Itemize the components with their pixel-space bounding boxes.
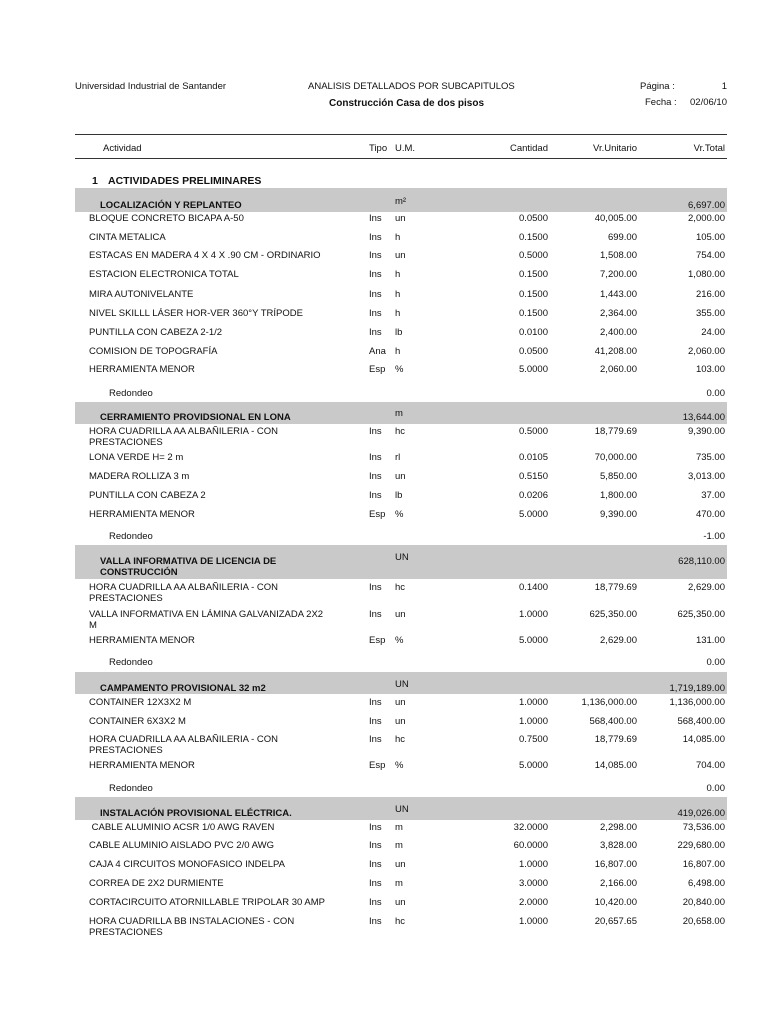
item-tipo: Ins	[369, 897, 382, 908]
item-tipo: Esp	[369, 364, 386, 375]
subchapter-um: UN	[395, 804, 409, 815]
redondeo-value: 0.00	[706, 783, 725, 794]
chapter-title: ACTIVIDADES PRELIMINARES	[108, 175, 262, 187]
item-cantidad: 0.1500	[518, 308, 548, 319]
item-total: 735.00	[695, 452, 725, 463]
item-total: 105.00	[695, 232, 725, 243]
report-title: ANALISIS DETALLADOS POR SUBCAPITULOS	[308, 81, 515, 92]
item-description: ESTACAS EN MADERA 4 X 4 X .90 CM - ORDINARIO	[89, 250, 321, 261]
subchapter-um: m	[395, 408, 403, 419]
item-unitario: 2,060.00	[600, 364, 637, 375]
item-description: HERRAMIENTA MENOR	[89, 364, 195, 375]
item-tipo: Ins	[369, 213, 382, 224]
item-unitario: 18,779.69	[594, 582, 637, 593]
item-total: 1,080.00	[688, 269, 725, 280]
item-um: %	[395, 509, 404, 520]
item-cantidad: 1.0000	[518, 859, 548, 870]
subchapter-title: INSTALACIÓN PROVISIONAL ELÉCTRICA.	[100, 808, 292, 819]
item-um: h	[395, 289, 401, 300]
item-total: 73,536.00	[682, 822, 725, 833]
item-um: h	[395, 269, 401, 280]
item-um: h	[395, 346, 401, 357]
item-total: 37.00	[701, 490, 725, 501]
date-label: Fecha :	[645, 97, 677, 108]
item-tipo: Ana	[369, 346, 386, 357]
col-vr-total: Vr.Total	[693, 143, 725, 154]
item-description: VALLA INFORMATIVA EN LÁMINA GALVANIZADA 2X2 M	[89, 609, 324, 631]
item-unitario: 14,085.00	[594, 760, 637, 771]
item-total: 470.00	[695, 509, 725, 520]
item-total: 2,000.00	[688, 213, 725, 224]
item-cantidad: 0.1500	[518, 269, 548, 280]
item-um: lb	[395, 490, 403, 501]
item-tipo: Ins	[369, 822, 382, 833]
item-cantidad: 0.0206	[518, 490, 548, 501]
item-um: m	[395, 840, 403, 851]
item-tipo: Ins	[369, 734, 382, 745]
item-um: m	[395, 878, 403, 889]
item-total: 3,013.00	[688, 471, 725, 482]
item-um: lb	[395, 327, 403, 338]
item-um: un	[395, 897, 406, 908]
item-total: 14,085.00	[682, 734, 725, 745]
item-tipo: Ins	[369, 289, 382, 300]
item-description: HERRAMIENTA MENOR	[89, 635, 195, 646]
col-actividad: Actividad	[103, 143, 142, 154]
item-cantidad: 1.0000	[518, 916, 548, 927]
item-tipo: Ins	[369, 697, 382, 708]
item-cantidad: 0.5000	[518, 426, 548, 437]
page-number: 1	[721, 81, 727, 92]
item-unitario: 2,629.00	[600, 635, 637, 646]
item-tipo: Ins	[369, 308, 382, 319]
item-description: HORA CUADRILLA AA ALBAÑILERIA - CON PRESTACIONES	[89, 582, 279, 604]
item-um: un	[395, 697, 406, 708]
item-total: 24.00	[701, 327, 725, 338]
item-cantidad: 60.0000	[513, 840, 548, 851]
item-um: hc	[395, 582, 406, 593]
item-total: 16,807.00	[682, 859, 725, 870]
item-cantidad: 0.1500	[518, 232, 548, 243]
item-unitario: 2,400.00	[600, 327, 637, 338]
item-total: 704.00	[695, 760, 725, 771]
item-unitario: 699.00	[607, 232, 637, 243]
item-description: CINTA METALICA	[89, 232, 166, 243]
item-description: COMISION DE TOPOGRAFÍA	[89, 346, 218, 357]
subchapter-title: CAMPAMENTO PROVISIONAL 32 m2	[100, 683, 266, 694]
item-total: 131.00	[695, 635, 725, 646]
item-description: MIRA AUTONIVELANTE	[89, 289, 194, 300]
item-unitario: 18,779.69	[594, 734, 637, 745]
item-total: 754.00	[695, 250, 725, 261]
item-description: LONA VERDE H= 2 m	[89, 452, 184, 463]
item-unitario: 1,800.00	[600, 490, 637, 501]
subchapter-um: UN	[395, 679, 409, 690]
item-cantidad: 0.1500	[518, 289, 548, 300]
item-cantidad: 32.0000	[513, 822, 548, 833]
item-cantidad: 1.0000	[518, 697, 548, 708]
item-total: 103.00	[695, 364, 725, 375]
item-unitario: 41,208.00	[594, 346, 637, 357]
item-um: un	[395, 213, 406, 224]
redondeo-value: 0.00	[706, 657, 725, 668]
item-total: 2,060.00	[688, 346, 725, 357]
item-tipo: Ins	[369, 471, 382, 482]
item-um: hc	[395, 734, 406, 745]
col-vr-unitario: Vr.Unitario	[593, 143, 637, 154]
item-description: HORA CUADRILLA AA ALBAÑILERIA - CON PRESTACIONES	[89, 734, 279, 756]
item-tipo: Ins	[369, 426, 382, 437]
item-description: HORA CUADRILLA BB INSTALACIONES - CON PRESTACIONES	[89, 916, 295, 938]
redondeo-label: Redondeo	[109, 657, 153, 668]
item-description: CONTAINER 12X3X2 M	[89, 697, 192, 708]
subchapter-title: CERRAMIENTO PROVIDSIONAL EN LONA	[100, 412, 291, 423]
item-um: un	[395, 716, 406, 727]
item-tipo: Ins	[369, 716, 382, 727]
item-description: CORTACIRCUITO ATORNILLABLE TRIPOLAR 30 AMP	[89, 897, 325, 908]
item-um: hc	[395, 426, 406, 437]
item-cantidad: 0.7500	[518, 734, 548, 745]
item-description: PUNTILLA CON CABEZA 2	[89, 490, 206, 501]
item-cantidad: 0.0500	[518, 346, 548, 357]
item-total: 9,390.00	[688, 426, 725, 437]
item-tipo: Ins	[369, 327, 382, 338]
project-title: Construcción Casa de dos pisos	[329, 98, 485, 109]
item-description: HORA CUADRILLA AA ALBAÑILERIA - CON PRESTACIONES	[89, 426, 279, 448]
redondeo-value: 0.00	[706, 388, 725, 399]
item-tipo: Ins	[369, 840, 382, 851]
item-tipo: Ins	[369, 269, 382, 280]
item-unitario: 10,420.00	[594, 897, 637, 908]
item-um: un	[395, 250, 406, 261]
item-unitario: 1,136,000.00	[581, 697, 637, 708]
header-bottom-rule	[75, 158, 727, 159]
item-description: CABLE ALUMINIO ACSR 1/0 AWG RAVEN	[89, 822, 275, 833]
redondeo-value: -1.00	[703, 531, 725, 542]
col-um: U.M.	[395, 143, 416, 154]
item-total: 625,350.00	[677, 609, 725, 620]
item-description: CORREA DE 2X2 DURMIENTE	[89, 878, 224, 889]
item-description: BLOQUE CONCRETO BICAPA A-50	[89, 213, 244, 224]
subchapter-um: UN	[395, 552, 409, 563]
item-unitario: 1,443.00	[600, 289, 637, 300]
item-um: %	[395, 635, 404, 646]
item-cantidad: 0.0500	[518, 213, 548, 224]
item-unitario: 9,390.00	[600, 509, 637, 520]
item-cantidad: 2.0000	[518, 897, 548, 908]
item-cantidad: 0.0100	[518, 327, 548, 338]
redondeo-label: Redondeo	[109, 388, 153, 399]
col-cantidad: Cantidad	[509, 143, 548, 154]
chapter-number: 1	[92, 175, 98, 187]
col-tipo: Tipo	[369, 143, 388, 154]
item-unitario: 1,508.00	[600, 250, 637, 261]
item-unitario: 20,657.65	[594, 916, 637, 927]
item-description: HERRAMIENTA MENOR	[89, 760, 195, 771]
item-tipo: Ins	[369, 609, 382, 620]
item-description: ESTACION ELECTRONICA TOTAL	[89, 269, 239, 280]
item-description: CABLE ALUMINIO AISLADO PVC 2/0 AWG	[89, 840, 274, 851]
item-unitario: 2,298.00	[600, 822, 637, 833]
item-description: CONTAINER 6X3X2 M	[89, 716, 186, 727]
item-unitario: 16,807.00	[594, 859, 637, 870]
item-unitario: 3,828.00	[600, 840, 637, 851]
item-description: NIVEL SKILLL LÁSER HOR-VER 360°Y TRÍPODE	[89, 308, 303, 319]
redondeo-label: Redondeo	[109, 783, 153, 794]
header-top-rule	[75, 134, 727, 135]
subchapter-total: 1,719,189.00	[669, 683, 725, 694]
item-description: CAJA 4 CIRCUITOS MONOFASICO INDELPA	[89, 859, 286, 870]
item-unitario: 40,005.00	[594, 213, 637, 224]
subchapter-um: m²	[395, 196, 407, 207]
item-cantidad: 5.0000	[518, 760, 548, 771]
item-tipo: Ins	[369, 452, 382, 463]
item-cantidad: 5.0000	[518, 635, 548, 646]
item-tipo: Ins	[369, 250, 382, 261]
item-tipo: Ins	[369, 490, 382, 501]
item-total: 20,658.00	[682, 916, 725, 927]
item-um: un	[395, 859, 406, 870]
item-um: m	[395, 822, 403, 833]
item-cantidad: 5.0000	[518, 364, 548, 375]
item-um: hc	[395, 916, 406, 927]
item-total: 568,400.00	[677, 716, 725, 727]
redondeo-label: Redondeo	[109, 531, 153, 542]
item-um: h	[395, 308, 401, 319]
item-description: HERRAMIENTA MENOR	[89, 509, 195, 520]
item-tipo: Ins	[369, 916, 382, 927]
item-total: 20,840.00	[682, 897, 725, 908]
item-total: 216.00	[695, 289, 725, 300]
item-um: h	[395, 232, 401, 243]
item-um: un	[395, 609, 406, 620]
item-cantidad: 5.0000	[518, 509, 548, 520]
subchapter-total: 6,697.00	[688, 200, 725, 211]
page-label: Página :	[640, 81, 675, 92]
item-tipo: Ins	[369, 582, 382, 593]
item-unitario: 70,000.00	[594, 452, 637, 463]
item-um: un	[395, 471, 406, 482]
item-cantidad: 1.0000	[518, 716, 548, 727]
item-tipo: Ins	[369, 859, 382, 870]
item-unitario: 2,166.00	[600, 878, 637, 889]
item-unitario: 5,850.00	[600, 471, 637, 482]
date-value: 02/06/10	[690, 97, 727, 108]
item-total: 229,680.00	[677, 840, 725, 851]
subchapter-total: 419,026.00	[677, 808, 725, 819]
item-total: 2,629.00	[688, 582, 725, 593]
item-unitario: 7,200.00	[600, 269, 637, 280]
item-unitario: 18,779.69	[594, 426, 637, 437]
item-description: PUNTILLA CON CABEZA 2-1/2	[89, 327, 223, 338]
item-description: MADERA ROLLIZA 3 m	[89, 471, 190, 482]
item-tipo: Esp	[369, 760, 386, 771]
subchapter-title: LOCALIZACIÓN Y REPLANTEO	[100, 200, 242, 211]
item-total: 355.00	[695, 308, 725, 319]
item-um: %	[395, 760, 404, 771]
item-unitario: 625,350.00	[589, 609, 637, 620]
subchapter-title: VALLA INFORMATIVA DE LICENCIA DE CONSTRUCCIÓN	[100, 556, 277, 578]
subchapter-total: 13,644.00	[682, 412, 725, 423]
item-cantidad: 0.5150	[518, 471, 548, 482]
institution-name: Universidad Industrial de Santander	[75, 81, 227, 92]
item-cantidad: 1.0000	[518, 609, 548, 620]
item-total: 6,498.00	[688, 878, 725, 889]
item-tipo: Ins	[369, 878, 382, 889]
item-tipo: Ins	[369, 232, 382, 243]
item-tipo: Esp	[369, 635, 386, 646]
item-tipo: Esp	[369, 509, 386, 520]
item-um: %	[395, 364, 404, 375]
item-cantidad: 0.5000	[518, 250, 548, 261]
item-unitario: 568,400.00	[589, 716, 637, 727]
subchapter-total: 628,110.00	[678, 556, 725, 567]
item-unitario: 2,364.00	[600, 308, 637, 319]
item-total: 1,136,000.00	[669, 697, 725, 708]
item-cantidad: 0.0105	[518, 452, 548, 463]
item-um: rl	[395, 452, 401, 463]
item-cantidad: 0.1400	[518, 582, 548, 593]
item-cantidad: 3.0000	[518, 878, 548, 889]
